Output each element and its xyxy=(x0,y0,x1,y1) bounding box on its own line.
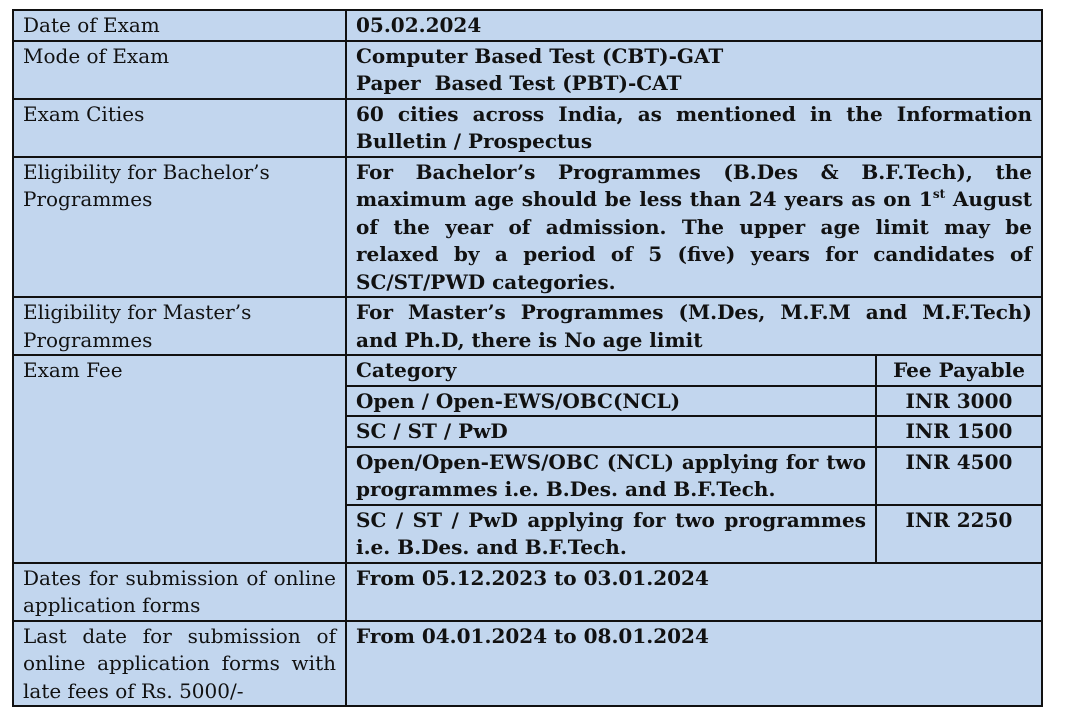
row-label-late-fee-dates: Last date for submission of online application forms with late fees of Rs. 5000/- xyxy=(13,621,346,707)
fee-amount: INR 2250 xyxy=(876,505,1041,562)
row-value-mode-of-exam xyxy=(346,41,1042,99)
row-label-eligibility-bachelors: Eligibility for Bachelor’s Programmes xyxy=(13,157,346,298)
table-row xyxy=(13,41,1042,99)
exam-info-table-wrapper xyxy=(12,9,1043,707)
table-row xyxy=(13,10,1042,41)
row-label-submission-dates: Dates for submission of online application forms xyxy=(13,563,346,621)
fee-header-category: Category xyxy=(347,356,876,386)
row-value-submission-dates: From 05.12.2023 to 03.01.2024 xyxy=(346,563,1042,621)
fee-category: SC / ST / PwD xyxy=(347,416,876,447)
row-value-eligibility-bachelors xyxy=(346,157,1042,298)
table-row xyxy=(13,621,1042,707)
table-row xyxy=(13,99,1042,157)
fee-category: Open/Open-EWS/OBC (NCL) applying for two programmes i.e. B.Des. and B.F.Tech. xyxy=(347,447,876,505)
row-value-exam-cities: 60 cities across India, as mentioned in the Information Bulletin / Prospectus xyxy=(346,99,1042,157)
bachelors-text-start: For Bachelor’s Programmes (B.Des & B.F.Tech), the maximum age should be less than 24 years as on 1 xyxy=(356,159,1032,211)
ordinal-superscript: st xyxy=(932,187,946,201)
table-row xyxy=(347,447,1041,505)
fee-category: Open / Open-EWS/OBC(NCL) xyxy=(347,386,876,417)
exam-fee-cell xyxy=(346,355,1042,563)
mode-line-cbt: Computer Based Test (CBT)-GAT xyxy=(356,43,724,68)
table-row xyxy=(347,416,1041,447)
row-label-eligibility-masters: Eligibility for Master’s Programmes xyxy=(13,297,346,355)
fee-amount: INR 1500 xyxy=(876,416,1041,447)
table-row xyxy=(13,355,1042,563)
mode-line-pbt: Paper Based Test (PBT)-CAT xyxy=(356,71,682,95)
bachelors-text-end: August of the year of admission. The upper age limit may be relaxed by a period of 5 (five) years for candidates of SC/ST/PWD categories. xyxy=(356,187,1032,294)
fee-header-row xyxy=(347,356,1041,386)
row-label-exam-cities: Exam Cities xyxy=(13,99,346,157)
table-row xyxy=(13,157,1042,298)
table-row xyxy=(13,297,1042,355)
fee-amount: INR 3000 xyxy=(876,386,1041,417)
table-row xyxy=(13,563,1042,621)
row-label-mode-of-exam: Mode of Exam xyxy=(13,41,346,99)
row-label-exam-fee: Exam Fee xyxy=(13,355,346,563)
row-value-date-of-exam: 05.02.2024 xyxy=(346,10,1042,41)
table-row xyxy=(347,505,1041,562)
fee-amount: INR 4500 xyxy=(876,447,1041,505)
row-value-eligibility-masters: For Master’s Programmes (M.Des, M.F.M and M.F.Tech) and Ph.D, there is No age limit xyxy=(346,297,1042,355)
table-row xyxy=(347,386,1041,417)
fee-header-payable: Fee Payable xyxy=(876,356,1041,386)
fee-category: SC / ST / PwD applying for two programmes i.e. B.Des. and B.F.Tech. xyxy=(347,505,876,562)
fee-table xyxy=(347,356,1041,562)
row-value-late-fee-dates: From 04.01.2024 to 08.01.2024 xyxy=(346,621,1042,707)
row-label-date-of-exam: Date of Exam xyxy=(13,10,346,41)
exam-info-table xyxy=(12,9,1043,707)
